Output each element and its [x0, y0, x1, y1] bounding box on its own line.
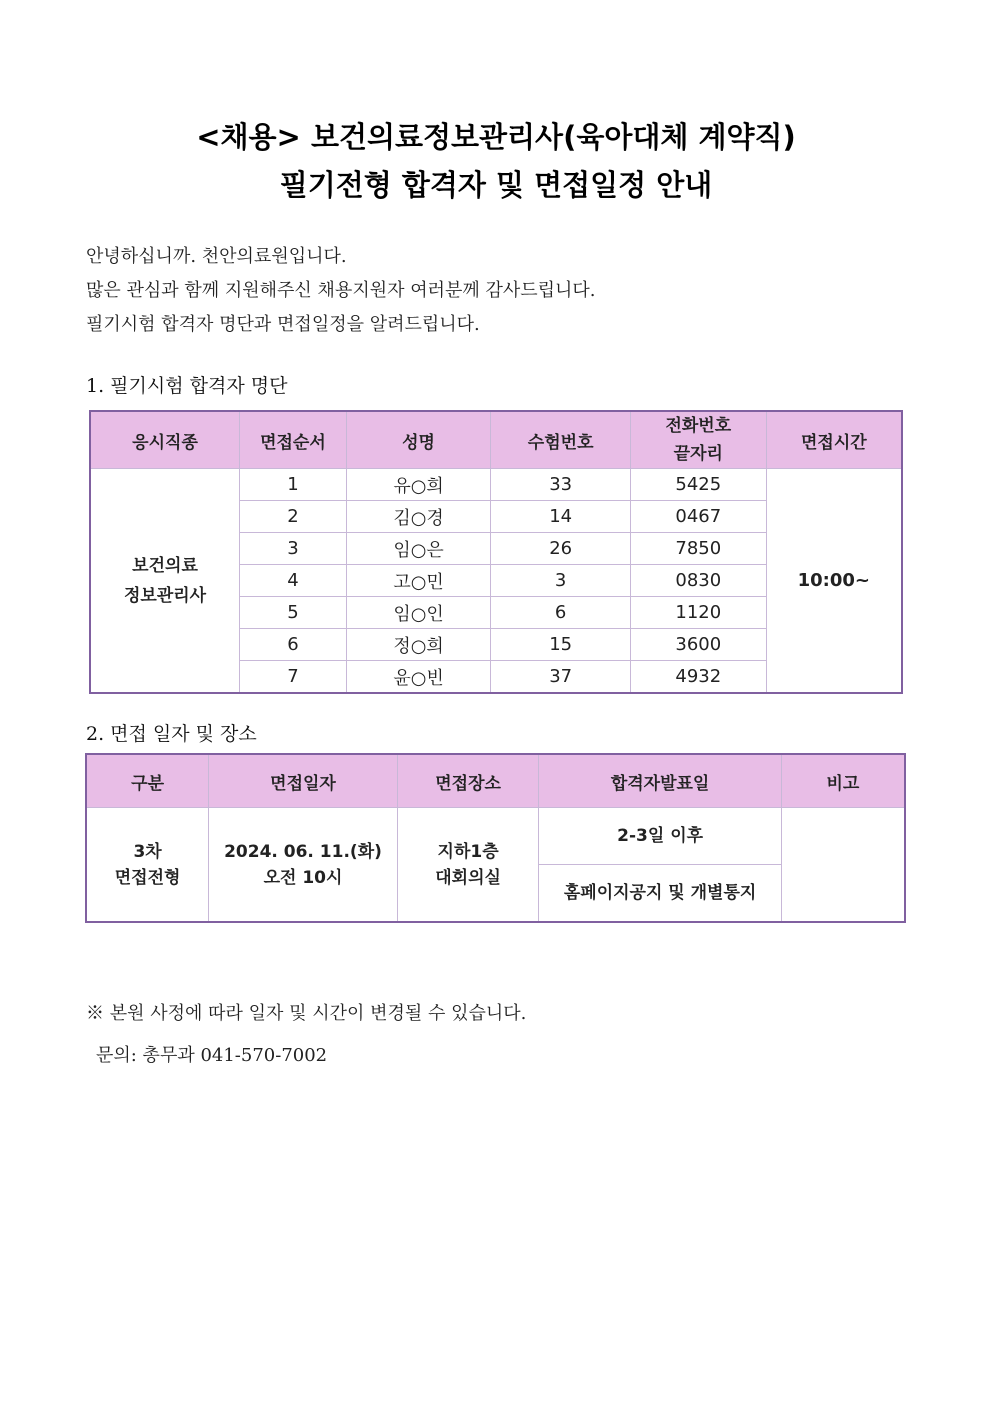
- exam-no-cell: 6: [491, 597, 631, 629]
- phone-cell: 5425: [630, 469, 766, 501]
- job-cell: [90, 469, 240, 694]
- date-line2: 오전 10시: [263, 867, 343, 888]
- name-cell: 임○인: [346, 597, 491, 629]
- name-cell: 임○은: [346, 533, 491, 565]
- name-cell: 유○희: [346, 469, 491, 501]
- job-line1: 보건의료: [132, 555, 198, 576]
- name-cell: 김○경: [346, 501, 491, 533]
- order-cell: 6: [240, 629, 347, 661]
- name-cell: 윤○빈: [346, 661, 491, 694]
- header-phone-line2: 끝자리: [673, 444, 723, 464]
- intro-line: 안녕하십니까. 천안의료원입니다.: [86, 246, 347, 267]
- exam-no-cell: 33: [491, 469, 631, 501]
- phone-cell: 4932: [630, 661, 766, 694]
- header-date: 면접일자: [209, 754, 398, 808]
- header-announce: 합격자발표일: [539, 754, 781, 808]
- header-phone-line1: 전화번호: [665, 416, 732, 436]
- note-cell: [781, 808, 905, 923]
- place-line2: 대회의실: [435, 867, 501, 888]
- place-cell: [397, 808, 539, 923]
- exam-no-cell: 37: [491, 661, 631, 694]
- table-row: [90, 469, 902, 501]
- phone-cell: 0830: [630, 565, 766, 597]
- category-cell: [86, 808, 209, 923]
- page-title-line1: <채용> 보건의료정보관리사(육아대체 계약직): [196, 120, 796, 154]
- interview-schedule-table: [85, 753, 906, 923]
- header-note: 비고: [781, 754, 905, 808]
- intro-paragraph: [86, 240, 596, 342]
- date-line1: 2024. 06. 11.(화): [224, 841, 382, 862]
- order-cell: 3: [240, 533, 347, 565]
- name-cell: 고○민: [346, 565, 491, 597]
- page-title-line2: 필기전형 합격자 및 면접일정 안내: [279, 168, 713, 202]
- order-cell: 1: [240, 469, 347, 501]
- name-cell: 정○희: [346, 629, 491, 661]
- announce-cell-1: 2-3일 이후: [539, 808, 781, 865]
- footer-contact: 문의: 총무과 041-570-7002: [96, 1045, 328, 1066]
- header-phone: [630, 411, 766, 469]
- header-order: 면접순서: [240, 411, 347, 469]
- header-category: 구분: [86, 754, 209, 808]
- header-job: 응시직종: [90, 411, 240, 469]
- section1-heading: 1. 필기시험 합격자 명단: [86, 375, 288, 397]
- exam-no-cell: 3: [491, 565, 631, 597]
- section2-heading: 2. 면접 일자 및 장소: [86, 723, 257, 745]
- order-cell: 7: [240, 661, 347, 694]
- place-line1: 지하1층: [437, 841, 499, 862]
- phone-cell: 7850: [630, 533, 766, 565]
- footer-note: ※ 본원 사정에 따라 일자 및 시간이 변경될 수 있습니다.: [86, 1003, 527, 1024]
- phone-cell: 1120: [630, 597, 766, 629]
- phone-cell: 0467: [630, 501, 766, 533]
- order-cell: 4: [240, 565, 347, 597]
- header-name: 성명: [346, 411, 491, 469]
- job-line2: 정보관리사: [123, 585, 207, 606]
- table-header-row: [90, 411, 902, 469]
- exam-no-cell: 14: [491, 501, 631, 533]
- table-row: [86, 808, 905, 865]
- date-cell: [209, 808, 398, 923]
- intro-line: 필기시험 합격자 명단과 면접일정을 알려드립니다.: [86, 314, 480, 335]
- header-place: 면접장소: [397, 754, 539, 808]
- passer-list-table: [89, 410, 903, 694]
- phone-cell: 3600: [630, 629, 766, 661]
- announce-cell-2: 홈페이지공지 및 개별통지: [539, 865, 781, 923]
- header-time: 면접시간: [766, 411, 902, 469]
- table-header-row: [86, 754, 905, 808]
- header-exam-no: 수험번호: [491, 411, 631, 469]
- order-cell: 5: [240, 597, 347, 629]
- intro-line: 많은 관심과 함께 지원해주신 채용지원자 여러분께 감사드립니다.: [86, 280, 596, 301]
- category-line2: 면접전형: [114, 867, 181, 888]
- exam-no-cell: 15: [491, 629, 631, 661]
- time-cell: 10:00~: [766, 469, 902, 694]
- exam-no-cell: 26: [491, 533, 631, 565]
- order-cell: 2: [240, 501, 347, 533]
- category-line1: 3차: [133, 841, 162, 862]
